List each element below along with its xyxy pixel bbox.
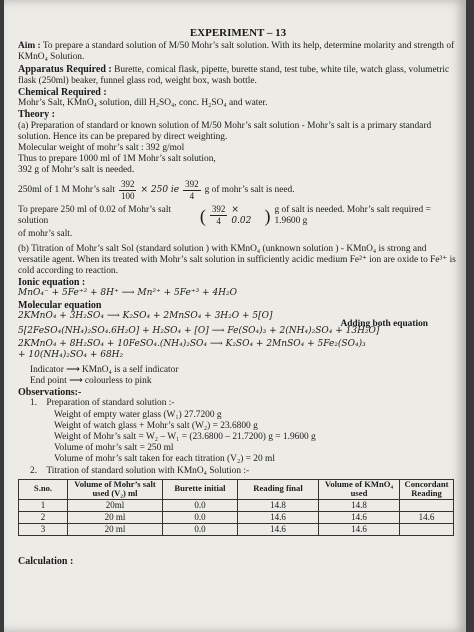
cell: 20ml <box>68 499 163 511</box>
cell: 14.6 <box>238 524 319 536</box>
eq1-lead: 250ml of 1 M Mohr’s salt <box>18 184 115 195</box>
obs-item-1 <box>18 398 458 409</box>
table-header-row <box>19 479 454 499</box>
aim-paragraph <box>18 41 458 63</box>
molecular-weight: Molecular weight of mohr’s salt : 392 g/mol <box>18 143 185 154</box>
molecular-eq4: + 10(NH₄)₂SO₄ + 68H₂ <box>18 350 124 361</box>
eq2-tail2: of mohr’s salt. <box>18 229 73 240</box>
cell: 0.0 <box>163 524 238 536</box>
chemicals-label: Chemical Required : <box>18 87 107 99</box>
cell: 20 ml <box>68 524 163 536</box>
calculation-label: Calculation : <box>18 556 74 568</box>
eq1-tail: g of mohr’s salt is need. <box>204 184 295 195</box>
titration-table <box>18 479 454 537</box>
left-paren: ( <box>199 205 206 226</box>
weight-w1: Weight of empty water glass (W₁) 27.7200 g <box>54 409 222 420</box>
document-page <box>4 0 466 632</box>
cell <box>400 524 454 536</box>
header-concordant: Concordant Reading <box>400 479 454 499</box>
eq1-denominator: 100 <box>120 190 135 201</box>
fraction-392-4 <box>183 179 201 202</box>
obs-item-1-num: 1. <box>30 398 38 409</box>
molecular-eq1: 2KMnO₄ + 3H₂SO₄ ⟶ K₂SO₄ + 2MnSO₄ + 3H₂O + 5[O] <box>18 310 273 321</box>
ionic-equation: MnO₄⁻ + 5Fe⁺² + 8H⁺ ⟶ Mn²⁺ + 5Fe⁺³ + 4H₂O <box>18 288 238 299</box>
weight-salt: Weight of Mohr’s salt = W₂ – W₁ = (23.6800 – 21.7200) g = 1.9600 g <box>54 431 316 442</box>
cell: 14.6 <box>319 511 400 523</box>
header-burette-initial: Burette initial <box>163 479 238 499</box>
equation-0-02 <box>18 204 458 227</box>
theory-b: (b) Titration of Mohr’s salt Sol (standard solution ) with KMnO₄ (unknown solution ) - KMnO₄ is strong and versatile agent. When its treated with Mohr’s salt solution in sufficiently acidic medium Fe²⁺ ion are oxide to Fe³⁺ is cold according to reaction. <box>18 243 456 277</box>
endpoint-text: colourless to pink <box>84 375 152 386</box>
aim-text: To prepare a standard solution of M/50 Mohr’s salt solution. With its help, determine molarity and strength of KMnO₄ Solution. <box>18 41 455 63</box>
fraction-392-4-b <box>210 204 228 227</box>
cell: 14.6 <box>319 524 400 536</box>
apparatus-text: Burette, comical flask, pipette, burette stand, test tube, white tile, watch glass, volumetric flask (250ml) beaker, funnel glass rod, weight box, wash bottle. <box>18 64 450 86</box>
theory-needed: 392 g of Mohr’s salt is needed. <box>18 165 135 176</box>
eq1b-denominator: 4 <box>189 190 195 201</box>
cell: 14.8 <box>319 499 400 511</box>
aim-label: Aim : <box>18 41 41 52</box>
weight-w2: Weight of watch glass + Mohr’s salt (W₂) = 23.6800 g <box>54 420 258 431</box>
cell: 1 <box>19 499 68 511</box>
indicator-line <box>18 365 458 376</box>
cell: 0.0 <box>163 511 238 523</box>
endpoint-label: End point <box>30 375 67 386</box>
eq2-tail: g of salt is needed. Mohr’s salt required = 1.9600 g <box>274 204 431 226</box>
theory-label: Theory : <box>18 109 55 121</box>
cell: 20 ml <box>68 511 163 523</box>
eq2-denominator: 4 <box>216 216 221 227</box>
molecular-eq2: 5[2FeSO₄(NH₄)₂SO₄.6H₂O] + H₂SO₄ + [O] ⟶ Fe(SO₄)₃ + 2(NH₄)₂SO₄ + 13H₂O] <box>18 326 380 337</box>
molecular-eq3: 2KMnO₄ + 8H₂SO₄ + 10FeSO₄.(NH₄)₂SO₄ ⟶ K₂SO₄ + 2MnSO₄ + 5Fe₂(SO₄)₃ <box>18 339 366 350</box>
obs-item-1-text: Preparation of standard solution :- <box>46 398 175 409</box>
eq1b-numerator: 392 <box>183 179 201 191</box>
header-volume-mohr: Volume of Mohr’s salt used (V₂) ml <box>68 479 163 499</box>
eq2-numerator: 392 <box>210 204 228 216</box>
cell: 14.6 <box>238 511 319 523</box>
apparatus-paragraph <box>18 64 458 87</box>
adding-note: Adding both equation <box>340 318 428 329</box>
right-paren: ) <box>264 205 271 226</box>
obs-item-2-num: 2. <box>30 465 38 476</box>
endpoint-line <box>18 376 458 387</box>
obs-item-2 <box>18 466 458 477</box>
eq2-mul: × 0.02 <box>231 204 252 226</box>
table-row <box>19 524 454 536</box>
page-title: EXPERIMENT – 13 <box>189 27 287 39</box>
indicator-text: KMnO₄ is a self indicator <box>81 364 179 375</box>
page-content <box>18 28 458 568</box>
header-volume-kmno4: Volume of KMnO₄ used <box>319 479 400 499</box>
chemicals-text: Mohr’s Salt, KMnO₄ solution, dill H₂SO₄, conc. H₂SO₄ and water. <box>18 98 268 109</box>
eq2-lead: To prepare 250 ml of 0.02 of Mohr’s salt solution <box>18 204 172 226</box>
eq1-mid: × 250 ie <box>140 184 180 195</box>
observations-label: Observations:- <box>18 387 82 399</box>
theory-thus: Thus to prepare 1000 ml of 1M Mohr’s salt solution, <box>18 154 216 165</box>
eq1-numerator: 392 <box>119 179 137 191</box>
apparatus-label: Apparatus Required : <box>18 63 112 75</box>
fraction-392-100 <box>119 179 137 202</box>
volume-salt: Volume of mohr’s salt = 250 ml <box>54 443 174 454</box>
table-row <box>19 499 454 511</box>
equation-250ml <box>18 179 458 202</box>
cell: 3 <box>19 524 68 536</box>
cell: 14.6 <box>400 511 454 523</box>
molecular-label: Molecular equation <box>18 299 102 311</box>
molecular-block <box>18 311 458 362</box>
ionic-label: Ionic equation : <box>18 277 86 289</box>
cell: 14.8 <box>238 499 319 511</box>
header-sno: S.no. <box>19 479 68 499</box>
cell: 0.0 <box>163 499 238 511</box>
header-reading-final: Reading final <box>238 479 319 499</box>
theory-a: (a) Preparation of standard or known solution of M/50 Mohr’s salt solution - Mohr’s salt is a primary standard solution. Hence its can be prepared by direct weighting. <box>18 120 432 142</box>
table-row <box>19 511 454 523</box>
cell: 2 <box>19 511 68 523</box>
volume-v2: Volume of mohr’s salt taken for each titration (V₂) = 20 ml <box>54 454 275 465</box>
cell <box>400 499 454 511</box>
indicator-label: Indicator <box>30 364 64 375</box>
obs-item-2-text: Titration of standard solution with KMnO₄ Solution :- <box>46 465 250 476</box>
arrow-icon: ⟶ <box>69 375 85 386</box>
arrow-icon: ⟶ <box>66 364 82 375</box>
